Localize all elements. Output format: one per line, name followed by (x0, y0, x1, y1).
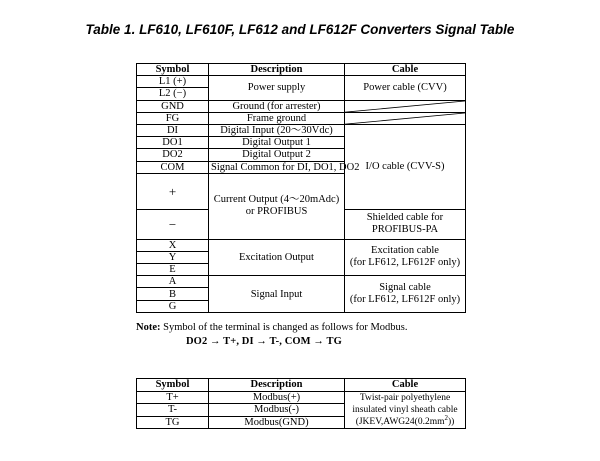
description-line: Current Output (4～20mAdc) (213, 194, 340, 206)
symbol-cell: T- (137, 404, 209, 417)
symbol-cell: B (137, 288, 209, 300)
description-cell: Frame ground (209, 112, 345, 124)
table-title: Table 1. LF610, LF610F, LF612 and LF612F Converters Signal Table (85, 22, 515, 37)
description-cell: Digital Output 1 (209, 137, 345, 149)
diagonal-line-icon (345, 101, 465, 112)
signal-table (136, 63, 466, 313)
symbol-cell: DI (137, 124, 209, 136)
note-body: Symbol of the terminal is changed as follows for Modbus. (160, 322, 408, 333)
table-row (137, 112, 466, 124)
header-description: Description (209, 379, 345, 392)
header-description: Description (209, 64, 345, 76)
cable-spec-prefix: (JKEV,AWG24(0.2mm (355, 416, 445, 427)
symbol-cell: GND (137, 100, 209, 112)
cable-line: Signal cable (379, 282, 431, 294)
header-symbol: Symbol (137, 64, 209, 76)
symbol-cell: DO2 (137, 149, 209, 161)
diagonal-line-icon (345, 113, 465, 124)
description-cell: Digital Output 2 (209, 149, 345, 161)
cable-line: (for LF612, LF612F only) (349, 294, 461, 306)
description-cell: Excitation Output (209, 239, 345, 276)
symbol-cell: COM (137, 161, 209, 173)
table-header-row (137, 379, 466, 392)
table-header-row (137, 64, 466, 76)
header-symbol: Symbol (137, 379, 209, 392)
symbol-cell: L2 (−) (137, 88, 209, 100)
note-label: Note: (136, 322, 161, 333)
cable-line: PROFIBUS-PA (371, 224, 439, 236)
symbol-cell: X (137, 239, 209, 251)
cable-line: Shielded cable for (366, 212, 444, 224)
symbol-cell: TG (137, 416, 209, 429)
description-cell: Signal Common for DI, DO1, DO2 (209, 161, 345, 173)
description-cell: Modbus(+) (209, 391, 345, 404)
header-cable: Cable (345, 379, 466, 392)
symbol-cell: T+ (137, 391, 209, 404)
description-cell: Signal Input (209, 276, 345, 313)
description-cell: Digital Input (20～30Vdc) (209, 124, 345, 136)
table-row (137, 276, 466, 288)
table-row (137, 391, 466, 404)
cable-line: (for LF612, LF612F only) (349, 257, 461, 269)
cable-line: Twist-pair polyethylene (359, 392, 451, 403)
modbus-table (136, 378, 466, 429)
description-cell: Power supply (209, 76, 345, 100)
description-cell: Ground (for arrester) (209, 100, 345, 112)
table-row (137, 239, 466, 251)
symbol-cell: A (137, 276, 209, 288)
symbol-cell: E (137, 264, 209, 276)
cable-cell: Power cable (CVV) (345, 76, 466, 100)
empty-cable-cell (345, 100, 466, 112)
cable-cell (345, 209, 466, 239)
cable-cell (345, 239, 466, 276)
symbol-cell: G (137, 300, 209, 312)
description-line: or PROFIBUS (245, 206, 308, 218)
symbol-cell: DO1 (137, 137, 209, 149)
cable-cell: I/O cable (CVV-S) (345, 124, 466, 209)
description-cell: Modbus(GND) (209, 416, 345, 429)
description-cell: Modbus(-) (209, 404, 345, 417)
symbol-cell: Y (137, 251, 209, 263)
symbol-cell: − (137, 209, 209, 239)
cable-line: insulated vinyl sheath cable (352, 404, 458, 415)
cable-spec-suffix: )) (447, 416, 455, 427)
symbol-cell: FG (137, 112, 209, 124)
table-row (137, 124, 466, 136)
empty-cable-cell (345, 112, 466, 124)
cable-line (347, 413, 463, 428)
cable-line: Excitation cable (371, 245, 439, 257)
cable-cell (345, 276, 466, 313)
table-row (137, 100, 466, 112)
header-cable: Cable (345, 64, 466, 76)
table-row (137, 76, 466, 88)
modbus-mapping: DO2 → T+, DI → T-, COM → TG (186, 336, 342, 347)
note-text (136, 322, 408, 333)
symbol-cell: L1 (+) (137, 76, 209, 88)
description-cell (209, 173, 345, 239)
cable-spec-superscript: 2 (444, 413, 448, 422)
symbol-cell: + (137, 173, 209, 209)
cable-cell (345, 391, 466, 429)
